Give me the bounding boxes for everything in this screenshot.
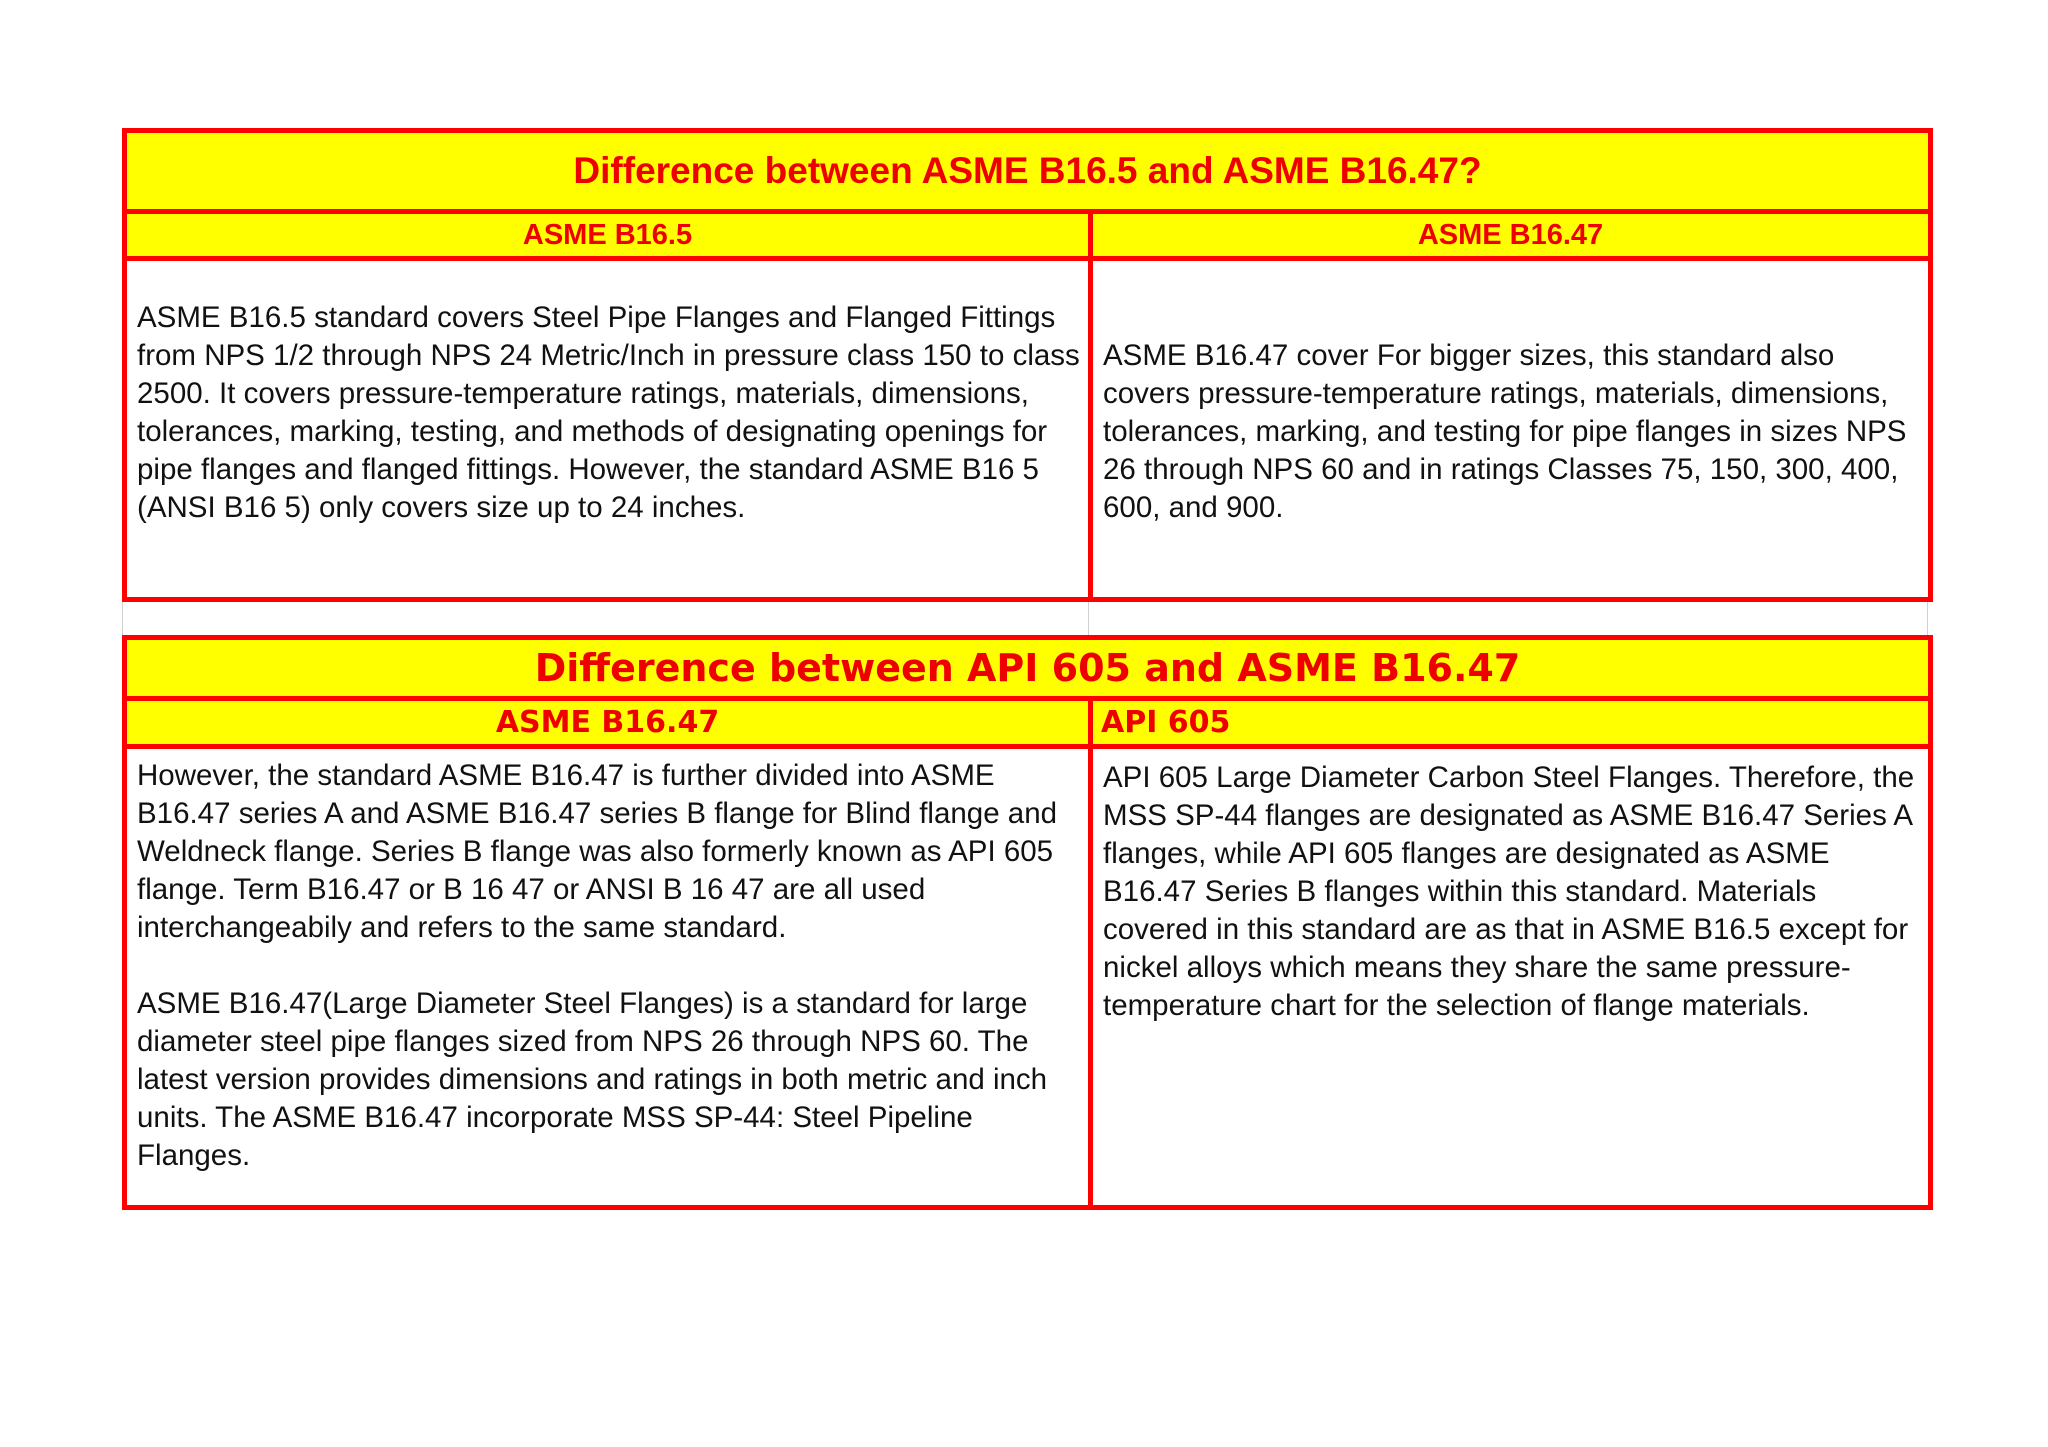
comparison-table-b165-vs-b1647 (122, 128, 1933, 602)
column-header-asme-b16-5: ASME B16.5 (125, 212, 1091, 259)
table-spacer-row (122, 602, 1928, 635)
spreadsheet-page (122, 128, 1928, 1210)
description-text: ASME B16.5 standard covers Steel Pipe Flanges and Flanged Fittings from NPS 1/2 through NPS 24 Metric/Inch in pressure class 150 to class 2500. It covers pressure-temperature ratings, materials, dimensions, tolerances, marking, testing, and methods of designating openings for pipe flanges and flanged fittings. However, the standard ASME B16 5 (ANSI B16 5) only covers size up to 24 inches. (137, 301, 1080, 524)
description-text: ASME B16.47 cover For bigger sizes, this standard also covers pressure-temperature ratings, materials, dimensions, tolerances, marking, and testing for pipe flanges in sizes NPS 26 through NPS 60 and in ratings Classes 75, 150, 300, 400, 600, and 900. (1103, 339, 1907, 524)
column-header-api-605: API 605 (1091, 699, 1931, 747)
description-paragraph: ASME B16.47(Large Diameter Steel Flanges) is a standard for large diameter steel pipe flanges sized from NPS 26 through NPS 60. The latest version provides dimensions and ratings in both metric and inch units. The ASME B16.47 incorporate MSS SP-44: Steel Pipeline Flanges. (137, 987, 1048, 1172)
cell-api-605-description (1091, 747, 1931, 1208)
cell-asme-b16-47-description (125, 747, 1091, 1208)
column-header-asme-b16-47: ASME B16.47 (125, 699, 1091, 747)
description-paragraph: However, the standard ASME B16.47 is further divided into ASME B16.47 series A and ASME B16.47 series B flange for Blind flange and Weldneck flange. Series B flange was also formerly known as API 605 flange. Term B16.47 or B 16 47 or ANSI B 16 47 are all used interchangeabily and refers to the same standard. (137, 759, 1058, 944)
table-title: Difference between API 605 and ASME B16.47 (125, 638, 1931, 699)
comparison-table-api605-vs-b1647 (122, 635, 1933, 1210)
gridline (122, 602, 123, 635)
cell-asme-b16-5-description (125, 259, 1091, 600)
cell-asme-b16-47-description (1091, 259, 1931, 600)
column-header-asme-b16-47: ASME B16.47 (1091, 212, 1931, 259)
description-text: API 605 Large Diameter Carbon Steel Flanges. Therefore, the MSS SP-44 flanges are designated as ASME B16.47 Series A flanges, while API 605 flanges are designated as ASME B16.47 Series B flanges within this standard. Materials covered in this standard are as that in ASME B16.5 except for nickel alloys which means they share the same pressure-temperature chart for the selection of flange materials. (1103, 761, 1915, 1022)
gridline (1927, 602, 1928, 635)
table-title: Difference between ASME B16.5 and ASME B16.47? (125, 131, 1931, 212)
gridline (1088, 602, 1089, 635)
